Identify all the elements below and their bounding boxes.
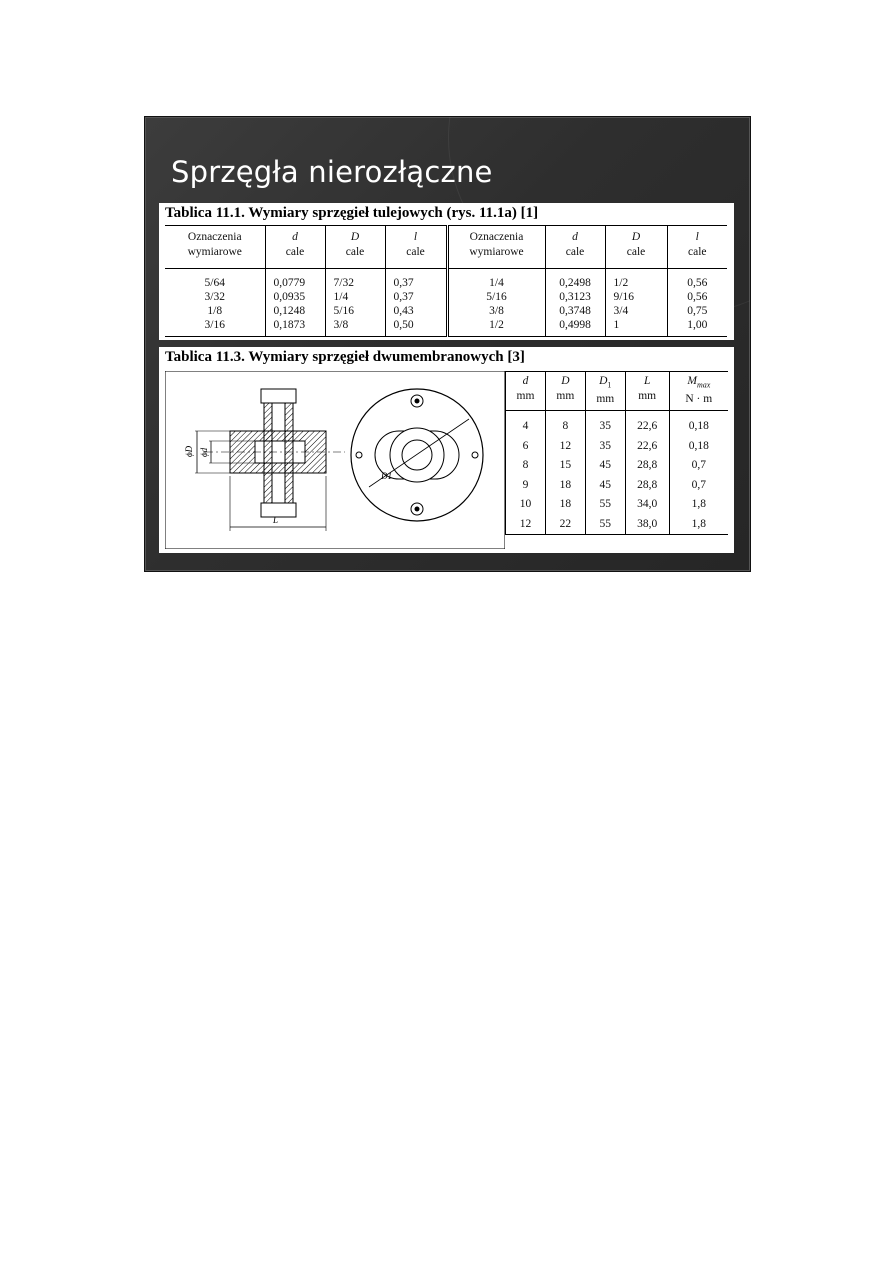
label-L: L bbox=[273, 515, 279, 525]
header-cell: Oznaczenia wymiarowe bbox=[447, 226, 545, 269]
cell: 35 bbox=[585, 437, 625, 457]
cell: 8 bbox=[545, 411, 585, 437]
cell: 0,18 bbox=[669, 411, 728, 437]
cell: 1,8 bbox=[669, 515, 728, 535]
cell: 22,6 bbox=[625, 437, 669, 457]
cell: 6 bbox=[506, 437, 546, 457]
cell: 34,0 bbox=[625, 495, 669, 515]
table-header-row bbox=[506, 372, 729, 411]
cell: 15 bbox=[545, 456, 585, 476]
cell: 22,6 bbox=[625, 411, 669, 437]
column-cell: 0,56 0,56 0,75 1,00 bbox=[667, 269, 727, 337]
header-cell: l cale bbox=[385, 226, 447, 269]
cell: 0,7 bbox=[669, 456, 728, 476]
table-11-3 bbox=[505, 371, 728, 535]
column-cell: 1/2 9/16 3/4 1 bbox=[605, 269, 667, 337]
cell: 28,8 bbox=[625, 456, 669, 476]
table-11-3-caption: Tablica 11.3. Wymiary sprzęgieł dwumembranowych [3] bbox=[165, 349, 525, 365]
cell: 12 bbox=[545, 437, 585, 457]
header-cell: d mm bbox=[506, 372, 546, 411]
cell: 45 bbox=[585, 456, 625, 476]
column-cell: 7/32 1/4 5/16 3/8 bbox=[325, 269, 385, 337]
table-row bbox=[506, 411, 729, 437]
table-row bbox=[506, 456, 729, 476]
cell: 35 bbox=[585, 411, 625, 437]
table-row bbox=[506, 476, 729, 496]
table-11-1-panel bbox=[159, 203, 734, 340]
column-cell: 0,37 0,37 0,43 0,50 bbox=[385, 269, 447, 337]
column-cell: 5/64 3/32 1/8 3/16 bbox=[165, 269, 265, 337]
header-cell: $D_1$ mm bbox=[585, 372, 625, 411]
coupling-drawing bbox=[165, 371, 505, 549]
header-cell: Oznaczenia wymiarowe bbox=[165, 226, 265, 269]
cell: 4 bbox=[506, 411, 546, 437]
column-cell: 1/4 5/16 3/8 1/2 bbox=[447, 269, 545, 337]
cell: 45 bbox=[585, 476, 625, 496]
header-cell: $M_{max}$ N · m bbox=[669, 372, 728, 411]
cell: 1,8 bbox=[669, 495, 728, 515]
table-row bbox=[506, 437, 729, 457]
cell: 12 bbox=[506, 515, 546, 535]
slide-title: Sprzęgła nierozłączne bbox=[171, 155, 493, 189]
cell: 10 bbox=[506, 495, 546, 515]
table-header-row bbox=[165, 226, 727, 269]
front-view bbox=[351, 389, 483, 521]
cell: 9 bbox=[506, 476, 546, 496]
header-cell: d cale bbox=[265, 226, 325, 269]
label-phiD: ϕD bbox=[184, 445, 194, 457]
table-body-row bbox=[165, 269, 727, 337]
label-D1: D1 bbox=[381, 471, 392, 481]
header-cell: L mm bbox=[625, 372, 669, 411]
label-phid: ϕd bbox=[199, 447, 209, 457]
header-cell: D mm bbox=[545, 372, 585, 411]
column-cell: 0,0779 0,0935 0,1248 0,1873 bbox=[265, 269, 325, 337]
cell: 18 bbox=[545, 476, 585, 496]
cell: 55 bbox=[585, 495, 625, 515]
cell: 8 bbox=[506, 456, 546, 476]
header-cell: D cale bbox=[325, 226, 385, 269]
column-cell: 0,2498 0,3123 0,3748 0,4998 bbox=[545, 269, 605, 337]
cell: 18 bbox=[545, 495, 585, 515]
table-row bbox=[506, 495, 729, 515]
cell: 38,0 bbox=[625, 515, 669, 535]
cell: 0,18 bbox=[669, 437, 728, 457]
header-cell: d cale bbox=[545, 226, 605, 269]
table-row bbox=[506, 515, 729, 535]
table-11-1-caption: Tablica 11.1. Wymiary sprzęgieł tulejowych (rys. 11.1a) [1] bbox=[165, 205, 539, 221]
cell: 0,7 bbox=[669, 476, 728, 496]
cell: 22 bbox=[545, 515, 585, 535]
header-cell: D cale bbox=[605, 226, 667, 269]
slide bbox=[144, 116, 751, 572]
cell: 28,8 bbox=[625, 476, 669, 496]
table-11-1 bbox=[165, 225, 727, 337]
table-11-3-panel bbox=[159, 347, 734, 553]
cell: 55 bbox=[585, 515, 625, 535]
header-cell: l cale bbox=[667, 226, 727, 269]
